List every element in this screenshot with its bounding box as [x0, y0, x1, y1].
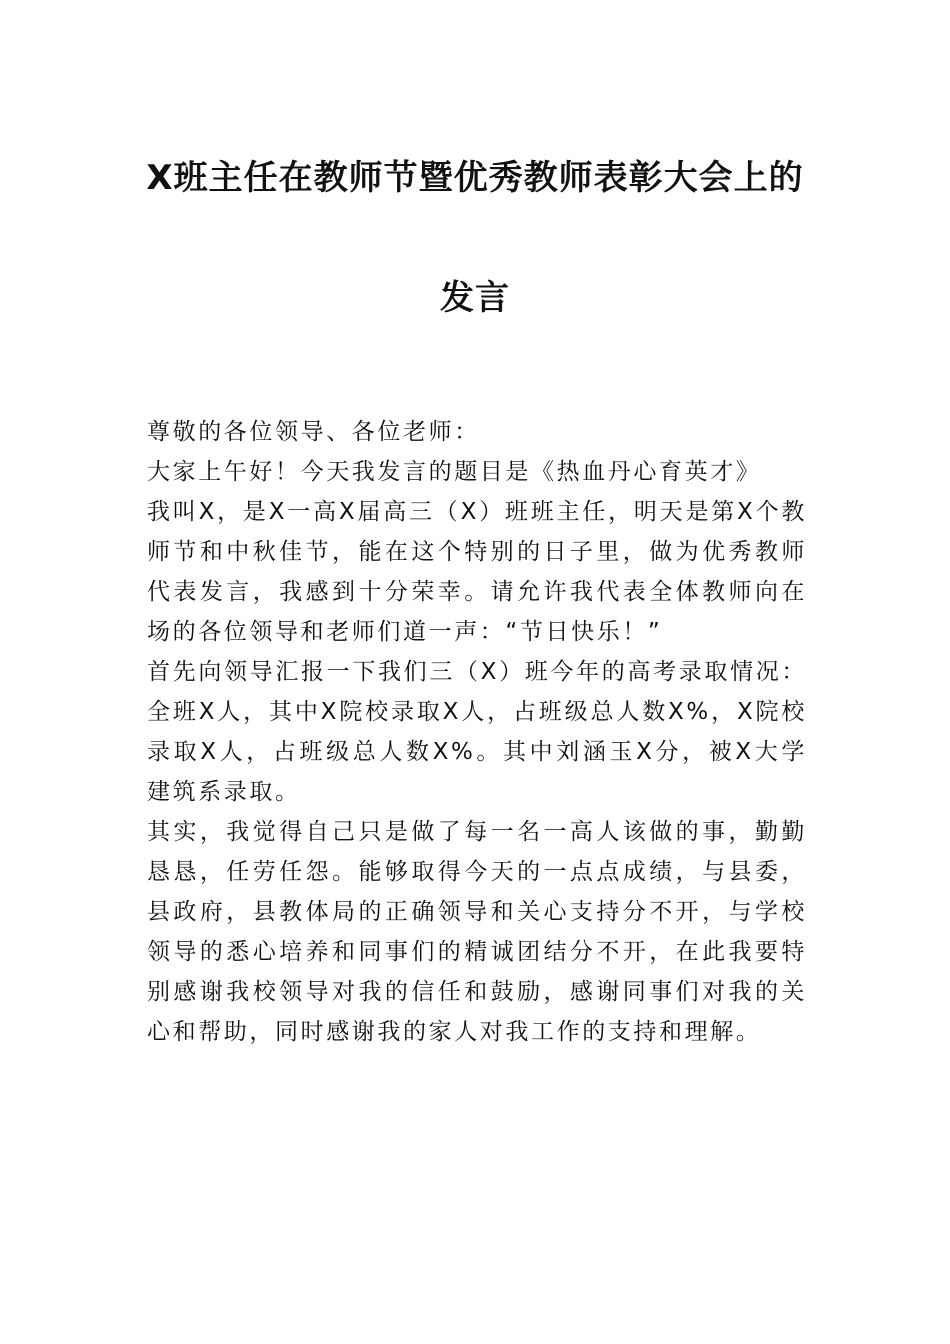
document-title-line-1: X班主任在教师节暨优秀教师表彰大会上的 [146, 158, 804, 198]
introduction-paragraph: 我叫X，是X一高X届高三（X）班班主任，明天是第X个教师节和中秋佳节，能在这个特别的日子里，做为优秀教师代表发言，我感到十分荣幸。请允许我代表全体教师向在场的各位领导和老师们道一声：“节日快乐！” [147, 499, 807, 645]
greeting-paragraph: 大家上午好！今天我发言的题目是《热血丹心育英才》 [147, 459, 762, 485]
admission-report-paragraph: 首先向领导汇报一下我们三（X）班今年的高考录取情况：全班X人，其中X院校录取X人，占班级总人数X%，X院校录取X人，占班级总人数X%。其中刘涵玉X分，被X大学建筑系录取。 [147, 659, 807, 805]
document-title-line-2: 发言 [440, 278, 510, 318]
salutation-paragraph: 尊敬的各位领导、各位老师： [147, 419, 480, 445]
document-body [147, 412, 807, 1052]
acknowledgement-paragraph: 其实，我觉得自己只是做了每一名一高人该做的事，勤勤恳恳，任劳任怨。能够取得今天的一点点成绩，与县委，县政府，县教体局的正确领导和关心支持分不开，与学校领导的悉心培养和同事们的精诚团结分不开，在此我要特别感谢我校领导对我的信任和鼓励，感谢同事们对我的关心和帮助，同时感谢我的家人对我工作的支持和理解。 [147, 819, 807, 1045]
